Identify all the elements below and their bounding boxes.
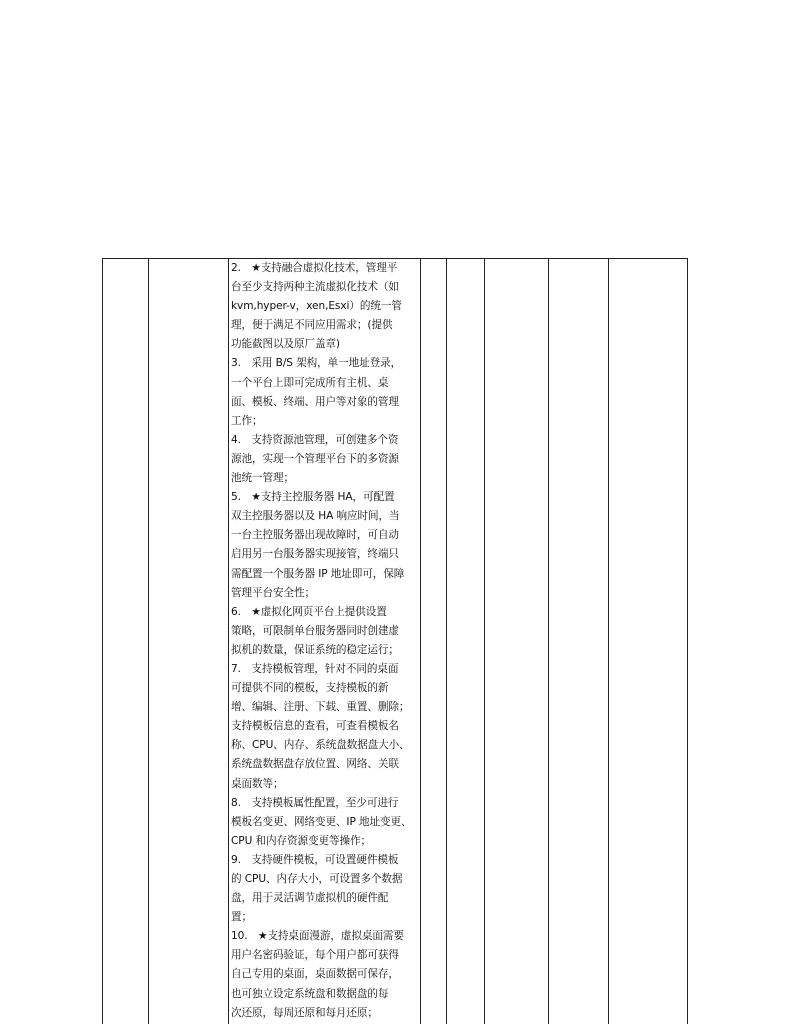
column-border-6 <box>484 258 485 1024</box>
spec-text-line: 需配置一个服务器 IP 地址即可，保障 <box>231 567 405 580</box>
spec-text-line: 理，便于满足不同应用需求；(提供 <box>231 319 393 332</box>
column-border-8 <box>608 258 609 1024</box>
spec-text-line: kvm,hyper-v，xen,Esxi）的统一管 <box>231 300 402 313</box>
spec-text-line: 盘，用于灵活调节虚拟机的硬件配 <box>231 892 389 905</box>
technical-spec-cell <box>231 259 417 1023</box>
spec-text-line: 9. 支持硬件模板，可设置硬件模板 <box>231 853 399 866</box>
spec-text-line: 的 CPU、内存大小，可设置多个数据 <box>231 873 403 885</box>
column-border-3 <box>228 258 229 1024</box>
spec-text-line: 池统一管理； <box>231 472 294 485</box>
spec-text-line: 称、CPU、内存、系统盘数据盘大小、 <box>231 739 410 752</box>
spec-text-line: 双主控服务器以及 HA 响应时间，当 <box>231 510 400 523</box>
spec-text-line: 启用另一台服务器实现接管，终端只 <box>231 548 399 561</box>
column-border-1 <box>102 258 103 1024</box>
column-border-4 <box>420 258 421 1024</box>
column-border-2 <box>148 258 149 1024</box>
spec-text-line: 增、编辑、注册、下载、重置、删除； <box>231 701 410 714</box>
requirements-table <box>102 258 688 1024</box>
spec-text-line: 用户名密码验证，每个用户都可获得 <box>231 949 399 962</box>
spec-text-line: 7. 支持模板管理，针对不同的桌面 <box>231 662 399 675</box>
column-border-9 <box>687 258 688 1024</box>
spec-text-line: 一台主控服务器出现故障时，可自动 <box>231 529 399 542</box>
spec-text-line: 桌面数等； <box>231 777 284 790</box>
spec-text-line: 也可独立设定系统盘和数据盘的每 <box>231 987 389 1000</box>
spec-text-line: 功能截图以及原厂盖章) <box>231 338 340 351</box>
spec-text-line: 系统盘数据盘存放位置、网络、关联 <box>231 758 399 771</box>
spec-text-line: 一个平台上即可完成所有主机、桌 <box>231 376 389 389</box>
column-border-5 <box>446 258 447 1024</box>
spec-text-line: 面、模板、终端、用户等对象的管理 <box>231 395 399 408</box>
spec-text-line: 源池，实现一个管理平台下的多资源 <box>231 452 399 465</box>
spec-text-line: 10. ★支持桌面漫游，虚拟桌面需要 <box>231 930 404 943</box>
column-border-7 <box>548 258 549 1024</box>
spec-text-line: 台至少支持两种主流虚拟化技术（如 <box>231 281 399 294</box>
spec-text-line: 拟机的数量，保证系统的稳定运行； <box>231 643 399 656</box>
spec-text-line: 可提供不同的模板，支持模板的新 <box>231 682 389 695</box>
spec-text-line: 策略，可限制单台服务器同时创建虚 <box>231 624 399 637</box>
spec-text-line: 2. ★支持融合虚拟化技术，管理平 <box>231 262 398 274</box>
spec-text-line: 工作； <box>231 414 263 427</box>
spec-text-line: CPU 和内存资源变更等操作； <box>231 834 371 847</box>
spec-text-line: 管理平台安全性； <box>231 586 315 599</box>
spec-text-line: 置； <box>231 911 252 924</box>
spec-text-line: 6. ★虚拟化网页平台上提供设置 <box>231 605 387 618</box>
spec-text-line: 自己专用的桌面，桌面数据可保存， <box>231 968 399 981</box>
spec-text-line: 8. 支持模板属性配置，至少可进行 <box>231 796 399 809</box>
spec-text-line: 4. 支持资源池管理，可创建多个资 <box>231 433 399 446</box>
spec-text-line: 支持模板信息的查看，可查看模板名 <box>231 720 399 733</box>
spec-text-line: 模板名变更、网络变更、IP 地址变更、 <box>231 815 412 828</box>
spec-text-line: 5. ★支持主控服务器 HA，可配置 <box>231 491 395 504</box>
spec-text-line: 次还原，每周还原和每月还原； <box>231 1006 378 1019</box>
spec-text-line: 3. 采用 B/S 架构，单一地址登录， <box>231 357 402 370</box>
